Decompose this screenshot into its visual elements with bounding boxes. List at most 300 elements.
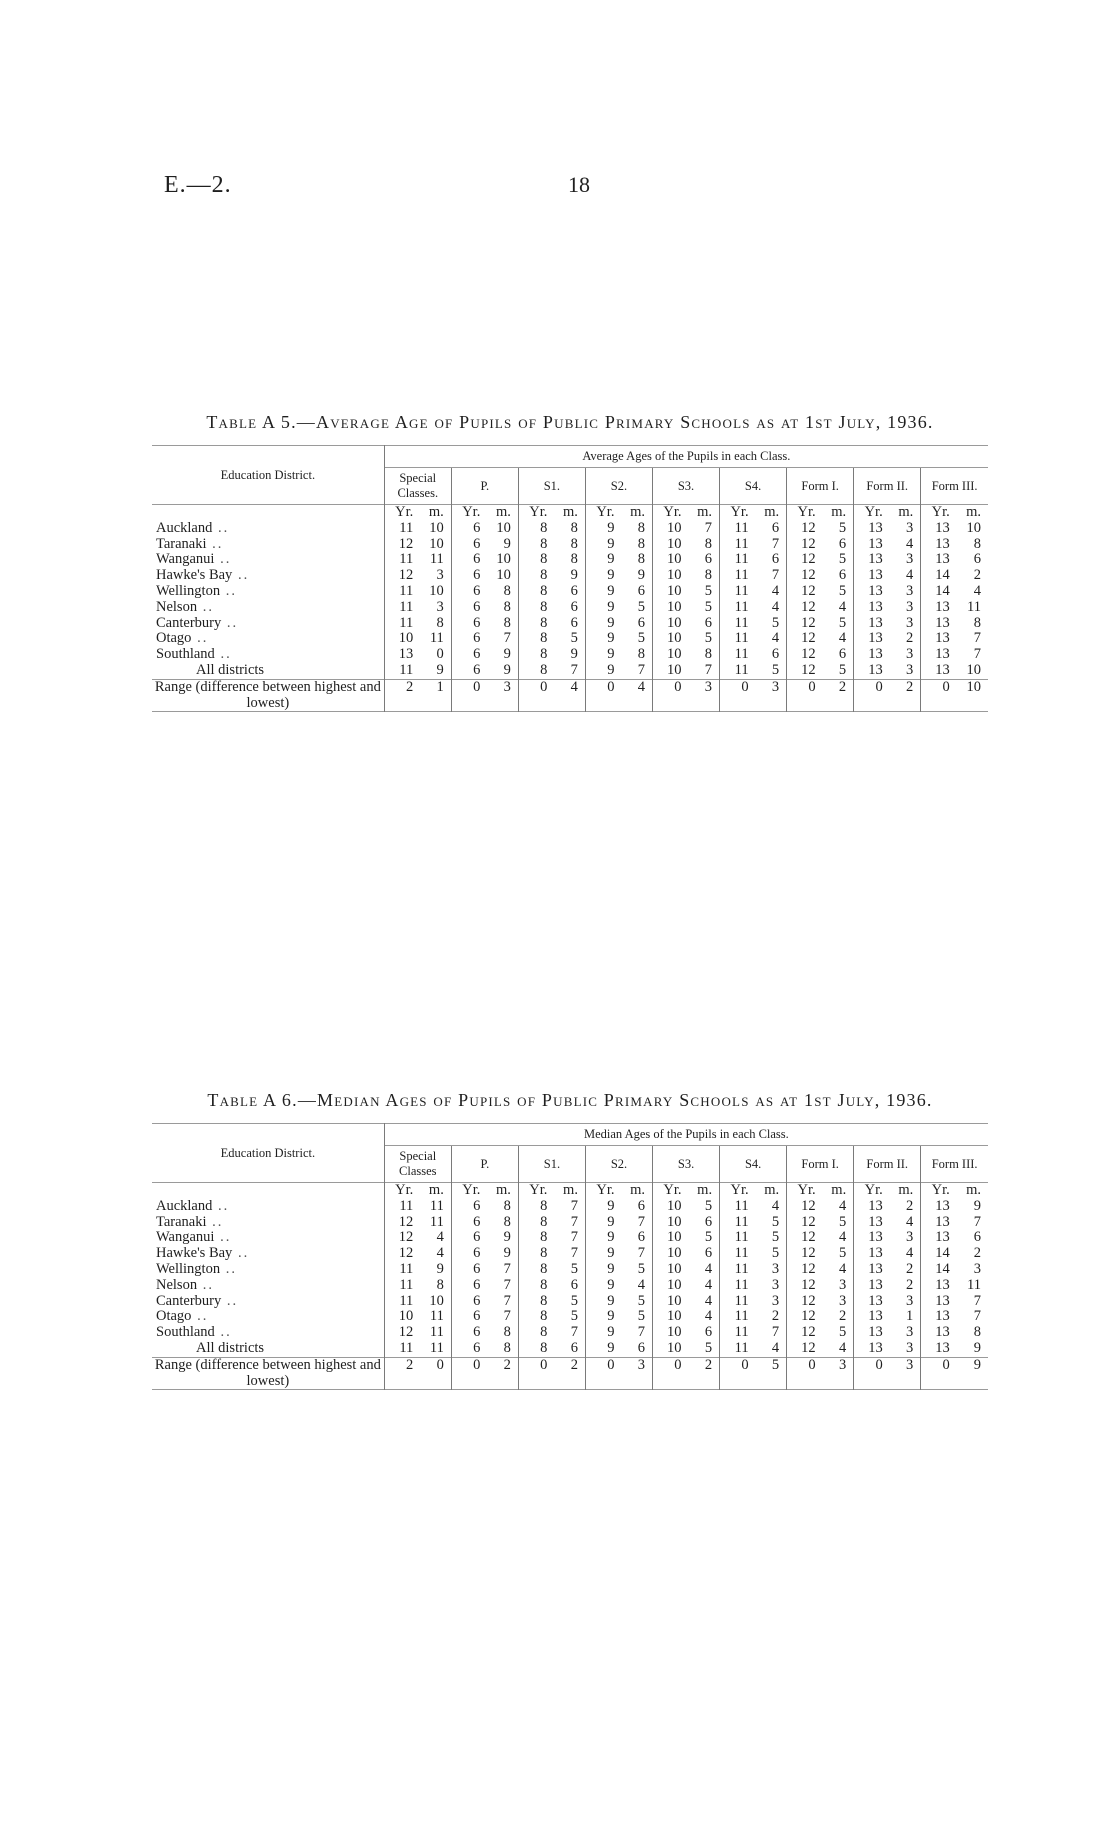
years-cell: 0 [585, 1357, 619, 1390]
years-cell: 8 [518, 552, 552, 568]
years-cell: 8 [518, 1325, 552, 1341]
months-cell: 3 [704, 678, 713, 695]
months-cell: 4 [637, 1276, 646, 1293]
leader-dots: .. [206, 535, 224, 552]
months-cell: 6 [637, 1339, 646, 1356]
district-name [152, 1325, 384, 1341]
years-cell: 0 [652, 679, 686, 712]
years-cell: 6 [451, 584, 485, 600]
years-cell: 8 [518, 1230, 552, 1246]
years-cell: 14 [921, 1246, 955, 1262]
years-cell: 11 [384, 663, 418, 679]
class-group-header: Median Ages of the Pupils in each Class. [384, 1124, 988, 1146]
unit-months-label: m. [630, 504, 645, 520]
years-cell: 11 [720, 521, 754, 537]
unit-years-label: Yr. [854, 1183, 888, 1199]
years-cell: 11 [720, 568, 754, 584]
years-cell: 12 [787, 1294, 821, 1310]
months-cell: 6 [570, 1339, 578, 1356]
table-row [152, 1309, 988, 1325]
months-cell: 9 [436, 661, 444, 678]
months-cell: 5 [771, 614, 780, 631]
unit-months-label: m. [563, 1182, 578, 1198]
unit-months-label: m. [831, 504, 847, 520]
years-cell: 11 [384, 600, 418, 616]
years-cell: 10 [652, 647, 686, 663]
years-cell: 11 [384, 1278, 418, 1294]
months-cell: 9 [973, 1356, 981, 1373]
months-cell: 3 [771, 1292, 780, 1309]
years-cell: 6 [451, 647, 485, 663]
years-cell: 13 [854, 1262, 888, 1278]
years-cell: 10 [652, 584, 686, 600]
months-cell: 5 [771, 1229, 780, 1246]
months-cell: 5 [838, 614, 847, 631]
months-cell: 5 [838, 519, 847, 536]
district-name [152, 600, 384, 616]
months-cell: 4 [905, 535, 914, 552]
years-cell: 13 [854, 1230, 888, 1246]
months-cell: 6 [704, 1213, 713, 1230]
months-cell: 11 [429, 1324, 444, 1341]
leader-dots: .. [221, 1292, 239, 1309]
years-cell: 0 [585, 679, 619, 712]
months-cell: 7 [570, 1324, 578, 1341]
range-row [152, 1357, 988, 1390]
months-cell: 6 [704, 1245, 713, 1262]
years-cell: 12 [384, 1215, 418, 1231]
months-cell: 7 [503, 1276, 511, 1293]
months-cell: 6 [570, 614, 578, 631]
years-cell: 12 [787, 663, 821, 679]
years-cell: 11 [384, 584, 418, 600]
years-cell: 10 [652, 537, 686, 553]
years-cell: 11 [384, 552, 418, 568]
months-cell: 7 [503, 630, 511, 647]
months-cell: 5 [838, 582, 847, 599]
table-row [152, 1230, 988, 1246]
months-cell: 7 [973, 630, 981, 647]
district-label: Hawke's Bay [156, 567, 233, 584]
years-cell: 12 [787, 1230, 821, 1246]
months-cell: 6 [637, 1229, 646, 1246]
months-cell: 10 [429, 519, 444, 536]
months-cell: 7 [704, 519, 713, 536]
months-cell: 7 [973, 1213, 981, 1230]
months-cell: 3 [637, 1356, 646, 1373]
months-cell: 6 [570, 582, 578, 599]
months-cell: 2 [905, 630, 914, 647]
all-districts-row [152, 663, 988, 679]
district-label: Southland [156, 1324, 215, 1341]
months-cell: 8 [503, 1197, 511, 1214]
class-group-header: Average Ages of the Pupils in each Class. [384, 446, 988, 468]
years-cell: 10 [652, 600, 686, 616]
unit-years-label: Yr. [585, 1183, 619, 1199]
years-cell: 10 [653, 1246, 687, 1262]
years-cell: 13 [854, 1325, 888, 1341]
leader-dots: .. [212, 1197, 230, 1214]
district-label: Hawke's Bay [156, 1245, 233, 1262]
table-title: Table A 5.—Average Age of Pupils of Public Primary Schools as at 1st July, 1936. [206, 412, 934, 432]
district-name [152, 552, 384, 568]
years-cell: 9 [585, 1325, 619, 1341]
unit-years-label: Yr. [451, 505, 485, 521]
table-row [152, 1325, 988, 1341]
unit-years-label: Yr. [384, 1183, 418, 1199]
years-cell: 8 [518, 600, 552, 616]
class-column-header: Special Classes. [384, 468, 451, 505]
months-cell: 10 [429, 582, 444, 599]
district-label: Nelson [156, 1276, 198, 1293]
years-cell: 0 [787, 1357, 821, 1390]
months-cell: 8 [503, 1213, 511, 1230]
months-cell: 0 [436, 646, 444, 663]
years-cell: 13 [854, 1199, 888, 1215]
months-cell: 8 [637, 551, 645, 568]
months-cell: 9 [436, 1260, 444, 1277]
class-column-header: S4. [720, 468, 787, 505]
years-cell: 13 [384, 647, 418, 663]
unit-months-label: m. [831, 1182, 847, 1198]
years-cell: 13 [854, 552, 888, 568]
unit-months-label: m. [697, 1182, 713, 1198]
years-cell: 13 [854, 584, 888, 600]
years-cell: 13 [854, 1294, 888, 1310]
class-column-header: Form II. [854, 1146, 921, 1183]
table-row [152, 521, 988, 537]
leader-dots: .. [214, 551, 232, 568]
months-cell: 8 [570, 535, 578, 552]
district-name [152, 1294, 384, 1310]
years-cell: 0 [720, 679, 754, 712]
district-name [152, 537, 384, 553]
years-cell: 13 [854, 600, 888, 616]
months-cell: 5 [704, 598, 713, 615]
months-cell: 7 [503, 1308, 511, 1325]
education-district-header: Education District. [220, 467, 316, 482]
months-cell: 4 [771, 1339, 780, 1356]
years-cell: 13 [921, 1325, 955, 1341]
years-cell: 10 [653, 1294, 687, 1310]
months-cell: 9 [503, 661, 511, 678]
years-cell: 10 [653, 1309, 687, 1325]
months-cell: 7 [771, 1324, 780, 1341]
months-cell: 7 [771, 535, 780, 552]
months-cell: 4 [436, 1245, 444, 1262]
district-name [152, 631, 384, 647]
years-cell: 11 [720, 1199, 754, 1215]
years-cell: 12 [787, 1341, 821, 1357]
years-cell: 12 [787, 600, 821, 616]
district-label: Auckland [156, 1197, 213, 1214]
months-cell: 3 [771, 1260, 780, 1277]
months-cell: 4 [771, 630, 780, 647]
district-label: Wellington [156, 582, 221, 599]
leader-dots: .. [212, 519, 230, 536]
months-cell: 11 [429, 1213, 444, 1230]
months-cell: 8 [704, 646, 713, 663]
years-cell: 6 [451, 1246, 485, 1262]
unit-years-label: Yr. [787, 505, 821, 521]
table-title: Table A 6.—Median Ages of Pupils of Public Primary Schools as at 1st July, 1936. [207, 1090, 933, 1110]
months-cell: 6 [637, 1197, 646, 1214]
months-cell: 3 [838, 1292, 847, 1309]
years-cell: 11 [384, 1262, 418, 1278]
months-cell: 5 [838, 661, 847, 678]
months-cell: 10 [496, 551, 511, 568]
all-districts-label: All districts [196, 661, 265, 678]
unit-years-label: Yr. [921, 1183, 955, 1199]
months-cell: 6 [771, 551, 780, 568]
years-cell: 12 [787, 584, 821, 600]
months-cell: 4 [771, 1197, 780, 1214]
district-label: Canterbury [156, 1292, 222, 1309]
years-cell: 11 [720, 600, 754, 616]
class-column-header: Special Classes [384, 1146, 451, 1183]
years-cell: 10 [653, 1215, 687, 1231]
years-cell: 13 [921, 1309, 955, 1325]
months-cell: 7 [704, 661, 713, 678]
years-cell: 12 [384, 1246, 418, 1262]
months-cell: 7 [503, 1260, 511, 1277]
months-cell: 1 [906, 1308, 914, 1325]
years-cell: 6 [451, 1294, 485, 1310]
years-cell: 6 [451, 631, 485, 647]
months-cell: 4 [637, 678, 645, 695]
years-cell: 11 [720, 1341, 754, 1357]
years-cell: 11 [720, 647, 754, 663]
months-cell: 3 [905, 614, 914, 631]
months-cell: 5 [771, 661, 780, 678]
years-cell: 0 [451, 1357, 485, 1390]
months-cell: 6 [838, 646, 847, 663]
years-cell: 8 [518, 1199, 552, 1215]
years-cell: 9 [585, 552, 619, 568]
unit-months-label: m. [898, 1182, 914, 1198]
months-cell: 7 [570, 1197, 578, 1214]
years-cell: 13 [921, 1278, 955, 1294]
years-cell: 8 [518, 1278, 552, 1294]
years-cell: 0 [451, 679, 485, 712]
months-cell: 5 [637, 598, 645, 615]
unit-months-label: m. [966, 1182, 981, 1198]
class-column-header: S3. [652, 468, 719, 505]
class-column-header: S1. [518, 1146, 585, 1183]
months-cell: 7 [570, 1213, 578, 1230]
months-cell: 6 [973, 1229, 981, 1246]
years-cell: 14 [921, 1262, 955, 1278]
unit-years-label: Yr. [451, 1183, 485, 1199]
months-cell: 7 [771, 567, 780, 584]
leader-dots: .. [191, 630, 209, 647]
years-cell: 8 [518, 631, 552, 647]
months-cell: 5 [637, 1260, 646, 1277]
years-cell: 11 [384, 521, 418, 537]
years-cell: 12 [787, 521, 821, 537]
months-cell: 4 [905, 567, 914, 584]
district-label: Otago [156, 1308, 192, 1325]
months-cell: 8 [570, 551, 578, 568]
all-districts-row [152, 1341, 988, 1357]
months-cell: 2 [771, 1308, 780, 1325]
table-row [152, 600, 988, 616]
months-cell: 6 [570, 1276, 578, 1293]
years-cell: 6 [451, 1262, 485, 1278]
leader-dots: .. [220, 1260, 237, 1277]
years-cell: 10 [652, 568, 686, 584]
months-cell: 8 [503, 1339, 511, 1356]
table-row [152, 616, 988, 632]
months-cell: 8 [503, 1324, 511, 1341]
unit-months-label: m. [966, 504, 981, 520]
district-name [152, 1309, 384, 1325]
years-cell: 12 [787, 552, 821, 568]
months-cell: 2 [973, 1245, 981, 1262]
months-cell: 2 [905, 678, 914, 695]
months-cell: 8 [704, 535, 713, 552]
years-cell: 6 [451, 1278, 485, 1294]
months-cell: 10 [496, 519, 511, 536]
years-cell: 6 [451, 1341, 485, 1357]
age-table [152, 1123, 988, 1390]
months-cell: 8 [973, 1324, 981, 1341]
years-cell: 9 [585, 521, 619, 537]
years-cell: 9 [585, 1341, 619, 1357]
years-cell: 12 [384, 568, 418, 584]
months-cell: 11 [429, 1339, 444, 1356]
months-cell: 1 [436, 678, 444, 695]
unit-years-label: Yr. [921, 505, 955, 521]
years-cell: 9 [585, 1262, 619, 1278]
unit-years-label: Yr. [652, 505, 686, 521]
class-column-header: Form I. [787, 1146, 854, 1183]
months-cell: 5 [570, 1292, 578, 1309]
years-cell: 12 [787, 647, 821, 663]
unit-spacer [152, 505, 384, 521]
months-cell: 11 [967, 598, 981, 615]
years-cell: 11 [384, 1341, 418, 1357]
months-cell: 2 [906, 1197, 914, 1214]
range-label: Range (difference between highest and lowest) [154, 678, 381, 711]
months-cell: 2 [704, 1356, 713, 1373]
months-cell: 9 [570, 567, 578, 584]
months-cell: 9 [570, 646, 578, 663]
years-cell: 11 [720, 631, 754, 647]
education-district-header: Education District. [220, 1145, 316, 1160]
unit-months-label: m. [428, 504, 444, 520]
months-cell: 5 [704, 1339, 713, 1356]
months-cell: 3 [905, 551, 914, 568]
months-cell: 11 [429, 630, 444, 647]
years-cell: 12 [787, 1278, 821, 1294]
months-cell: 3 [771, 678, 780, 695]
months-cell: 6 [838, 567, 847, 584]
months-cell: 4 [838, 1229, 847, 1246]
years-cell: 13 [921, 1230, 955, 1246]
years-cell: 8 [518, 663, 552, 679]
class-column-header: S2. [585, 1146, 652, 1183]
table-row [152, 1294, 988, 1310]
months-cell: 4 [906, 1245, 914, 1262]
years-cell: 0 [787, 679, 821, 712]
months-cell: 5 [838, 1245, 847, 1262]
months-cell: 3 [838, 1356, 847, 1373]
years-cell: 13 [921, 552, 955, 568]
months-cell: 3 [906, 1292, 914, 1309]
years-cell: 6 [451, 1325, 485, 1341]
years-cell: 6 [451, 1199, 485, 1215]
unit-years-label: Yr. [518, 1183, 552, 1199]
months-cell: 4 [838, 1260, 847, 1277]
months-cell: 3 [838, 1276, 847, 1293]
unit-months-label: m. [495, 1182, 511, 1198]
class-column-header: S2. [585, 468, 652, 505]
months-cell: 9 [503, 1229, 511, 1246]
months-cell: 4 [436, 1229, 444, 1246]
years-cell: 0 [854, 1357, 888, 1390]
months-cell: 5 [570, 630, 578, 647]
years-cell: 9 [585, 631, 619, 647]
years-cell: 13 [854, 1246, 888, 1262]
years-cell: 6 [451, 600, 485, 616]
years-cell: 13 [854, 537, 888, 553]
years-cell: 10 [652, 616, 686, 632]
years-cell: 11 [384, 1294, 418, 1310]
months-cell: 5 [704, 630, 713, 647]
unit-years-label: Yr. [384, 505, 418, 521]
years-cell: 13 [854, 521, 888, 537]
years-cell: 13 [921, 1294, 955, 1310]
years-cell: 9 [585, 1246, 619, 1262]
years-cell: 13 [921, 1341, 955, 1357]
months-cell: 4 [704, 1276, 713, 1293]
years-cell: 12 [787, 1246, 821, 1262]
months-cell: 5 [771, 1213, 780, 1230]
unit-months-label: m. [563, 504, 578, 520]
months-cell: 4 [704, 1292, 713, 1309]
months-cell: 5 [704, 1229, 713, 1246]
years-cell: 6 [451, 1230, 485, 1246]
months-cell: 4 [704, 1308, 713, 1325]
years-cell: 10 [653, 1278, 687, 1294]
district-name [152, 521, 384, 537]
months-cell: 3 [906, 1356, 914, 1373]
class-column-header: S3. [653, 1146, 720, 1183]
months-cell: 10 [966, 678, 981, 695]
months-cell: 2 [973, 567, 981, 584]
years-cell: 12 [787, 1325, 821, 1341]
years-cell: 9 [585, 1215, 619, 1231]
months-cell: 6 [771, 646, 780, 663]
months-cell: 8 [704, 567, 713, 584]
leader-dots: .. [214, 1324, 232, 1341]
years-cell: 12 [384, 1325, 418, 1341]
table-row [152, 1199, 988, 1215]
months-cell: 6 [973, 551, 981, 568]
unit-years-label: Yr. [720, 505, 754, 521]
table-row [152, 1246, 988, 1262]
years-cell: 10 [652, 552, 686, 568]
table-a6 [152, 1090, 988, 1390]
years-cell: 2 [384, 679, 418, 712]
years-cell: 0 [921, 1357, 955, 1390]
years-cell: 8 [518, 568, 552, 584]
months-cell: 8 [973, 614, 981, 631]
unit-months-label: m. [495, 504, 511, 520]
range-row [152, 679, 988, 712]
years-cell: 8 [518, 1215, 552, 1231]
